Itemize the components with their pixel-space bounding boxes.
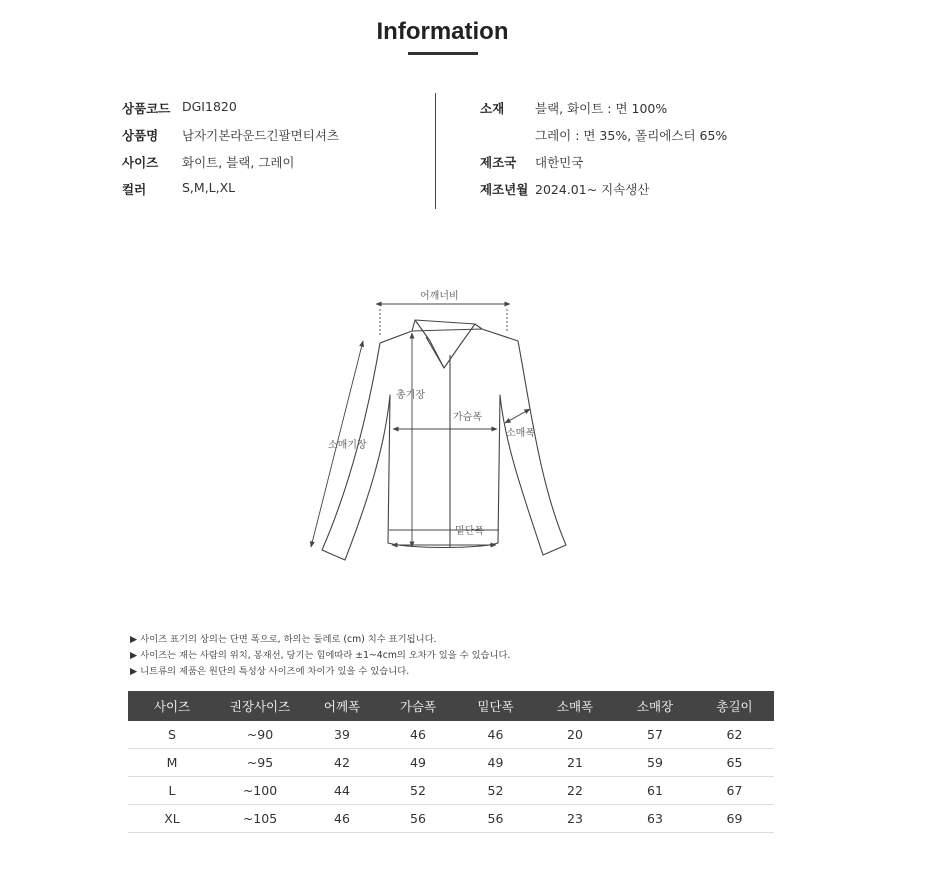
info-label: 사이즈 <box>122 155 159 170</box>
table-cell: 44 <box>304 777 380 805</box>
table-cell: 42 <box>304 749 380 777</box>
table-cell: XL <box>128 805 216 833</box>
info-left-column <box>122 99 339 207</box>
table-cell: 62 <box>695 721 774 749</box>
table-cell: 52 <box>380 777 456 805</box>
info-right-column <box>480 99 727 207</box>
info-label: 컬러 <box>122 182 147 197</box>
shirt-measurement-diagram <box>300 285 600 565</box>
info-label: 제조년월 <box>480 182 529 197</box>
size-notes <box>130 632 510 680</box>
col-header: 사이즈 <box>128 691 216 721</box>
page-title: Information <box>376 18 509 45</box>
table-cell: 20 <box>535 721 615 749</box>
col-header: 어께폭 <box>304 691 380 721</box>
table-cell: 56 <box>380 805 456 833</box>
col-header: 소매폭 <box>535 691 615 721</box>
table-cell: 49 <box>380 749 456 777</box>
info-label: 소재 <box>480 101 505 116</box>
table-row <box>128 749 774 777</box>
col-header: 권장사이즈 <box>216 691 304 721</box>
table-cell: S <box>128 721 216 749</box>
table-cell: 61 <box>615 777 695 805</box>
note-item: ▶ 사이즈 표기의 상의는 단면 폭으로, 하의는 둘레로 (cm) 치수 표기됩니다. <box>130 634 437 645</box>
label-shoulder-width: 어깨너비 <box>420 291 459 302</box>
info-value: S,M,L,XL <box>182 180 236 195</box>
table-cell: 57 <box>615 721 695 749</box>
table-cell: 21 <box>535 749 615 777</box>
table-cell: 69 <box>695 805 774 833</box>
info-row-color <box>122 180 339 207</box>
info-label: 상품코드 <box>122 101 171 116</box>
measure-lines <box>311 304 530 547</box>
table-cell: 52 <box>456 777 535 805</box>
label-total-length: 총기장 <box>396 390 425 401</box>
info-value: 그레이 : 면 35%, 폴리에스터 65% <box>535 128 728 143</box>
table-cell: L <box>128 777 216 805</box>
table-cell: 23 <box>535 805 615 833</box>
info-row-material <box>480 99 727 126</box>
table-cell: 22 <box>535 777 615 805</box>
table-cell: ~95 <box>216 749 304 777</box>
info-value: 화이트, 블랙, 그레이 <box>182 155 295 170</box>
title-underline <box>408 52 478 55</box>
col-header: 총길이 <box>695 691 774 721</box>
info-row-material-gray <box>480 126 727 153</box>
info-value: 2024.01~ 지속생산 <box>535 182 650 197</box>
label-sleeve-width: 소매폭 <box>506 428 535 439</box>
note-item: ▶ 사이즈는 재는 사람의 위치, 봉재선, 당기는 힘에따라 ±1~4cm의 오차가 있을 수 있습니다. <box>130 650 511 661</box>
size-table <box>128 691 774 833</box>
table-cell: 63 <box>615 805 695 833</box>
table-cell: M <box>128 749 216 777</box>
table-cell: ~90 <box>216 721 304 749</box>
label-hem-width: 밑단폭 <box>455 526 484 537</box>
table-row <box>128 805 774 833</box>
col-header: 밑단폭 <box>456 691 535 721</box>
table-cell: 59 <box>615 749 695 777</box>
table-cell: 56 <box>456 805 535 833</box>
size-table-header-row <box>128 691 774 721</box>
info-label: 상품명 <box>122 128 159 143</box>
col-header: 가슴폭 <box>380 691 456 721</box>
label-chest-width: 가슴폭 <box>453 412 482 423</box>
table-cell: 46 <box>304 805 380 833</box>
table-cell: ~100 <box>216 777 304 805</box>
info-row-country <box>480 153 727 180</box>
table-row <box>128 777 774 805</box>
info-value: 남자기본라운드긴팔면티셔츠 <box>182 128 339 143</box>
info-label: 제조국 <box>480 155 517 170</box>
info-row-size <box>122 153 339 180</box>
info-row-product-code <box>122 99 339 126</box>
label-sleeve-length: 소매기장 <box>328 440 367 451</box>
info-row-manufacture-date <box>480 180 727 207</box>
table-cell: 49 <box>456 749 535 777</box>
table-cell: 39 <box>304 721 380 749</box>
info-divider <box>435 93 436 209</box>
table-cell: ~105 <box>216 805 304 833</box>
note-item: ▶ 니트류의 제품은 원단의 특성상 사이즈에 차이가 있을 수 있습니다. <box>130 666 410 677</box>
table-cell: 46 <box>456 721 535 749</box>
info-value: 블랙, 화이트 : 면 100% <box>535 101 668 116</box>
table-cell: 67 <box>695 777 774 805</box>
table-cell: 46 <box>380 721 456 749</box>
info-value: DGI1820 <box>182 99 237 114</box>
table-row <box>128 721 774 749</box>
info-row-product-name <box>122 126 339 153</box>
col-header: 소매장 <box>615 691 695 721</box>
table-cell: 65 <box>695 749 774 777</box>
info-value: 대한민국 <box>535 155 584 170</box>
